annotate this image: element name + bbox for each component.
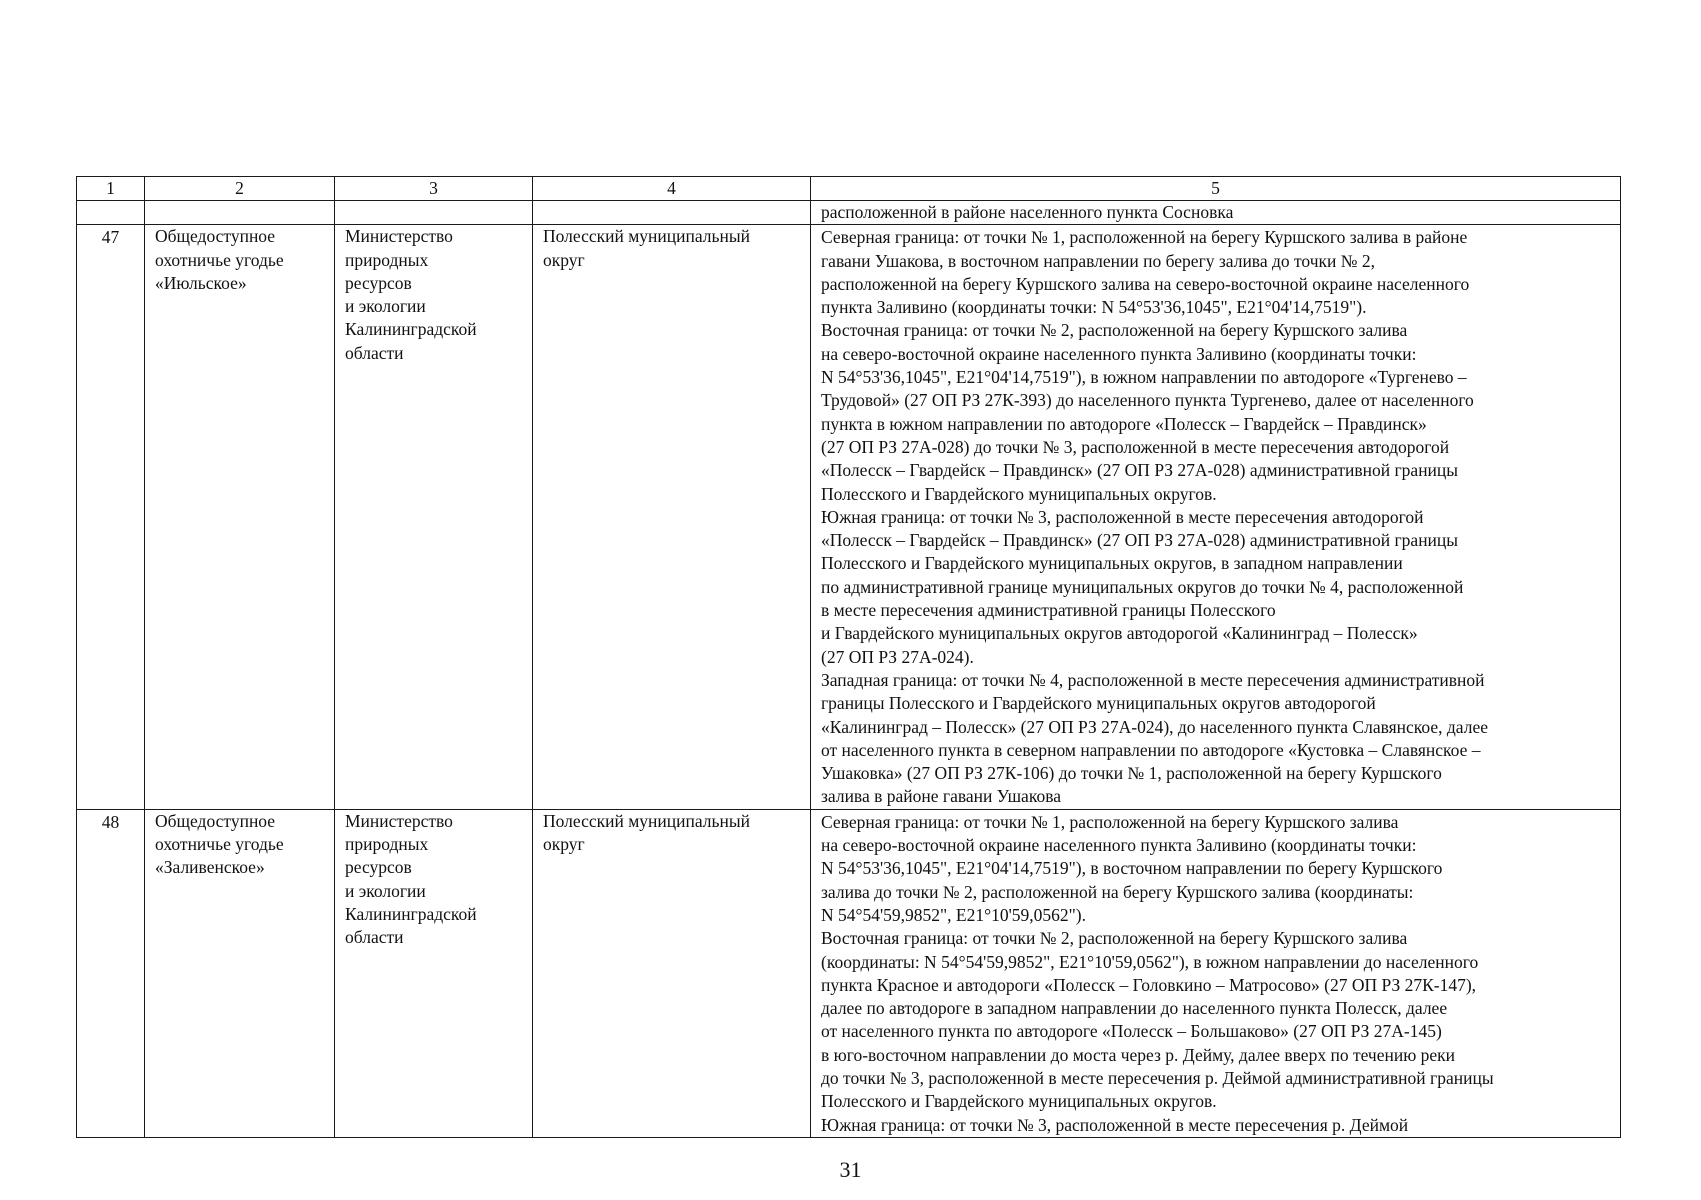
- table-row: [77, 809, 1621, 1137]
- text-line: N 54°53'36,1045", E21°04'14,7519"), в южном направлении по автодороге «Тургенево –: [821, 367, 1467, 388]
- text-line: области: [345, 342, 404, 363]
- text-line: Полесского и Гвардейского муниципальных округов.: [821, 483, 1217, 504]
- text-line: округ: [543, 249, 585, 270]
- text-line: «Июльское»: [155, 272, 247, 293]
- text-line: Министерство: [345, 810, 453, 831]
- text-line: от населенного пункта по автодороге «Полесск – Большаково» (27 ОП РЗ 27А-145): [821, 1021, 1442, 1042]
- text-line: «Калининград – Полесск» (27 ОП РЗ 27А-024), до населенного пункта Славянское, далее: [821, 716, 1488, 737]
- hunting-ground-name-cell: [145, 809, 335, 1137]
- column-number: 3: [335, 177, 533, 201]
- text-line: залива до точки № 2, расположенной на берегу Куршского залива (координаты:: [821, 881, 1414, 902]
- text-line: от населенного пункта в северном направлении по автодороге «Кустовка – Славянское –: [821, 739, 1481, 760]
- text-line: и Гвардейского муниципальных округов автодорогой «Калининград – Полесск»: [821, 623, 1418, 644]
- text-line: Ушаковка» (27 ОП РЗ 27К-106) до точки № 1, расположенной на берегу Куршского: [821, 763, 1442, 784]
- text-line: Южная граница: от точки № 3, расположенной в месте пересечения автодорогой: [821, 506, 1424, 527]
- text-line: Министерство: [345, 226, 453, 247]
- text-line: Восточная граница: от точки № 2, расположенной на берегу Куршского залива: [821, 320, 1408, 341]
- text-line: Калининградской: [345, 903, 477, 924]
- text-line: ресурсов: [345, 272, 412, 293]
- text-line: расположенной на берегу Куршского залива на северо-восточной окраине населенного: [821, 273, 1470, 294]
- text-line: Полесского и Гвардейского муниципальных округов, в западном направлении: [821, 553, 1403, 574]
- text-line: Южная граница: от точки № 3, расположенной в месте пересечения р. Деймой: [821, 1114, 1409, 1135]
- text-line: природных: [345, 834, 429, 855]
- text-line: в месте пересечения административной границы Полесского: [821, 600, 1276, 621]
- table-row: [77, 225, 1621, 809]
- text-line: пункта Красное и автодороги «Полесск – Головкино – Матросово» (27 ОП РЗ 27К-147),: [821, 974, 1477, 995]
- text-line: залива в районе гавани Ушакова: [821, 786, 1061, 807]
- document-table: [76, 176, 1621, 1138]
- text-line: Западная граница: от точки № 4, расположенной в месте пересечения административной: [821, 669, 1485, 690]
- text-line: по административной границе муниципальных округов до точки № 4, расположенной: [821, 576, 1464, 597]
- column-number: 4: [533, 177, 811, 201]
- continuation-text: расположенной в районе населенного пункта Сосновка: [811, 201, 1621, 225]
- text-line: до точки № 3, расположенной в месте пересечения р. Деймой административной границы: [821, 1067, 1494, 1088]
- text-line: охотничье угодье: [155, 834, 284, 855]
- district-cell: [533, 809, 811, 1137]
- text-line: «Заливенское»: [155, 857, 265, 878]
- row-number: 47: [77, 225, 145, 809]
- text-line: Калининградской: [345, 319, 477, 340]
- text-line: границы Полесского и Гвардейского муниципальных округов автодорогой: [821, 693, 1376, 714]
- boundary-description-cell: [811, 225, 1621, 809]
- text-line: на северо-восточной окраине населенного пункта Заливино (координаты точки:: [821, 343, 1417, 364]
- text-line: Трудовой» (27 ОП РЗ 27К-393) до населенного пункта Тургенево, далее от населенного: [821, 390, 1474, 411]
- text-line: гавани Ушакова, в восточном направлении по берегу залива до точки № 2,: [821, 250, 1375, 271]
- column-number: 2: [145, 177, 335, 201]
- authority-cell: [335, 225, 533, 809]
- continuation-row: [77, 201, 1621, 225]
- page-number: 31: [839, 1157, 862, 1182]
- column-number-row: [77, 177, 1621, 201]
- text-line: ресурсов: [345, 857, 412, 878]
- text-line: Восточная граница: от точки № 2, расположенной на берегу Куршского залива: [821, 928, 1408, 949]
- text-line: Полесского и Гвардейского муниципальных округов.: [821, 1091, 1217, 1112]
- text-line: охотничье угодье: [155, 249, 284, 270]
- text-line: пункта в южном направлении по автодороге «Полесск – Гвардейск – Правдинск»: [821, 413, 1427, 434]
- text-line: (координаты: N 54°54'59,9852", E21°10'59,0562"), в южном направлении до населенного: [821, 951, 1479, 972]
- text-line: Полесский муниципальный: [543, 810, 751, 831]
- text-line: и экологии: [345, 880, 426, 901]
- text-line: и экологии: [345, 296, 426, 317]
- text-line: далее по автодороге в западном направлении до населенного пункта Полесск, далее: [821, 998, 1448, 1019]
- row-number: 48: [77, 809, 145, 1137]
- text-line: Полесский муниципальный: [543, 226, 751, 247]
- text-line: области: [345, 927, 404, 948]
- text-line: в юго-восточном направлении до моста через р. Дейму, далее вверх по течению реки: [821, 1044, 1456, 1065]
- boundary-description-cell: [811, 809, 1621, 1137]
- text-line: Общедоступное: [155, 810, 276, 831]
- text-line: «Полесск – Гвардейск – Правдинск» (27 ОП РЗ 27А-028) административной границы: [821, 460, 1459, 481]
- text-line: N 54°53'36,1045", E21°04'14,7519"), в восточном направлении по берегу Куршского: [821, 858, 1443, 879]
- hunting-ground-name-cell: [145, 225, 335, 809]
- text-line: N 54°54'59,9852", E21°10'59,0562").: [821, 904, 1086, 925]
- text-line: (27 ОП РЗ 27А-024).: [821, 646, 974, 667]
- authority-cell: [335, 809, 533, 1137]
- text-line: округ: [543, 834, 585, 855]
- text-line: Северная граница: от точки № 1, расположенной на берегу Куршского залива: [821, 811, 1399, 832]
- text-line: Северная граница: от точки № 1, расположенной на берегу Куршского залива в районе: [821, 227, 1468, 248]
- text-line: «Полесск – Гвардейск – Правдинск» (27 ОП РЗ 27А-028) административной границы: [821, 530, 1459, 551]
- text-line: Общедоступное: [155, 226, 276, 247]
- column-number: 1: [77, 177, 145, 201]
- district-cell: [533, 225, 811, 809]
- text-line: на северо-восточной окраине населенного пункта Заливино (координаты точки:: [821, 835, 1417, 856]
- column-number: 5: [811, 177, 1621, 201]
- text-line: (27 ОП РЗ 27А-028) до точки № 3, расположенной в месте пересечения автодорогой: [821, 436, 1450, 457]
- text-line: природных: [345, 249, 429, 270]
- text-line: пункта Заливино (координаты точки: N 54°53'36,1045", E21°04'14,7519").: [821, 297, 1367, 318]
